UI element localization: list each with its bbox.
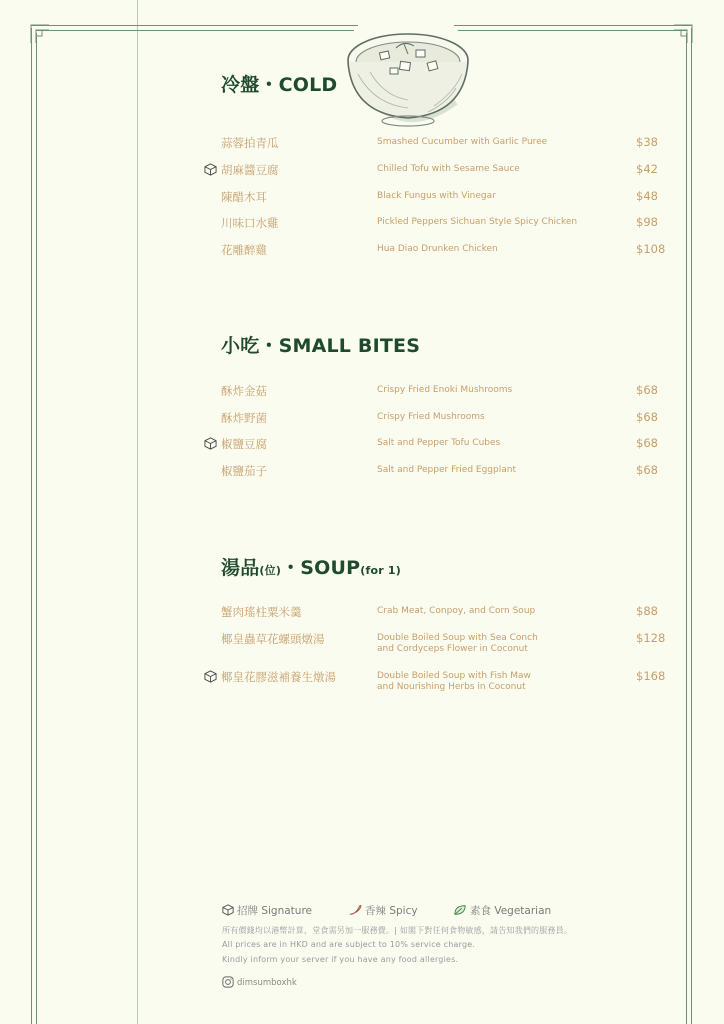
section-title-separator: ・: [281, 557, 301, 579]
menu-item: [0, 463, 724, 493]
menu-item: [0, 436, 724, 466]
item-name-zh: 椰皇蟲草花螺頭燉湯: [221, 632, 325, 646]
menu-item: [0, 383, 724, 413]
section-title-en: SOUP: [300, 557, 361, 579]
item-name-en: Crispy Fried Enoki Mushrooms: [377, 385, 513, 395]
item-name-zh: 蟹肉瑤柱粟米羹: [221, 605, 302, 619]
section-title-small-bites: [221, 331, 420, 358]
section-title-zh-portion: (位): [259, 564, 282, 577]
item-name-zh: 酥炸金菇: [221, 384, 267, 398]
item-name-en: Chilled Tofu with Sesame Sauce: [377, 164, 520, 174]
legend-vegetarian: [453, 903, 551, 918]
corner-ornament-top-right: [673, 24, 693, 44]
item-name-en: Salt and Pepper Tofu Cubes: [377, 438, 501, 448]
cube-icon: [222, 904, 234, 916]
note-allergies: Kindly inform your server if you have any food allergies.: [222, 955, 459, 964]
note-service-charge: All prices are in HKD and are subject to 10% service charge.: [222, 940, 476, 949]
section-title-soup: [221, 553, 401, 580]
note-zh: 所有價錢均以港幣計算，堂食需另加一服務費。| 如閣下對任何食物敏感，請告知我們的服務員。: [222, 926, 573, 935]
instagram-icon: [222, 976, 234, 988]
item-name-en: Double Boiled Soup with Fish Maw: [377, 671, 531, 681]
item-name-en: Hua Diao Drunken Chicken: [377, 244, 498, 254]
cube-icon: [204, 670, 217, 683]
item-price: $38: [636, 135, 658, 149]
item-name-en-line2: and Cordyceps Flower in Coconut: [377, 644, 528, 654]
item-name-zh: 陳醋木耳: [221, 190, 267, 204]
menu-item: [0, 162, 724, 192]
item-name-en: Double Boiled Soup with Sea Conch: [377, 633, 538, 643]
item-name-en: Salt and Pepper Fried Eggplant: [377, 465, 516, 475]
item-name-zh: 椒鹽豆腐: [221, 437, 267, 451]
chili-icon: [348, 904, 362, 916]
menu-item: [0, 135, 724, 165]
section-title-zh: 小吃: [221, 335, 260, 357]
legend-signature: [222, 903, 312, 918]
instagram-handle: [222, 976, 297, 988]
legend-spicy: [348, 903, 418, 918]
section-title-en-portion: (for 1): [360, 564, 401, 577]
menu-item: [0, 669, 724, 699]
item-name-en-line2: and Nourishing Herbs in Coconut: [377, 682, 526, 692]
frame-top-right-outer: [454, 25, 692, 26]
soup-bowl-illustration: [344, 22, 474, 130]
item-name-en: Crispy Fried Mushrooms: [377, 412, 485, 422]
section-title-separator: ・: [259, 74, 279, 96]
item-name-en: Smashed Cucumber with Garlic Puree: [377, 137, 548, 147]
legend-signature-label: 招牌 Signature: [237, 905, 312, 917]
section-title-separator: ・: [259, 335, 279, 357]
item-name-zh: 胡麻醬豆腐: [221, 163, 279, 177]
item-name-zh: 川味口水雞: [221, 216, 279, 230]
item-price: $88: [636, 604, 658, 618]
item-name-en: Black Fungus with Vinegar: [377, 191, 496, 201]
item-price: $108: [636, 242, 666, 256]
item-name-en: Crab Meat, Conpoy, and Corn Soup: [377, 606, 536, 616]
item-name-zh: 花雕醉雞: [221, 243, 267, 257]
section-title-zh: 冷盤: [221, 74, 260, 96]
item-price: $98: [636, 215, 658, 229]
frame-top-right-inner: [458, 30, 687, 31]
item-name-zh: 椒鹽茄子: [221, 464, 267, 478]
corner-ornament-top-left: [30, 24, 50, 44]
item-price: $42: [636, 162, 658, 176]
frame-top-left-outer: [31, 25, 358, 26]
section-title-en: COLD: [278, 74, 338, 96]
item-name-en: Pickled Peppers Sichuan Style Spicy Chicken: [377, 217, 578, 227]
item-price: $128: [636, 631, 666, 645]
menu-item: [0, 242, 724, 272]
section-title-cold: [221, 70, 337, 97]
item-price: $168: [636, 669, 666, 683]
legend: [222, 903, 642, 919]
frame-top-left-inner: [36, 30, 354, 31]
menu-item: [0, 215, 724, 245]
section-title-en: SMALL BITES: [278, 335, 421, 357]
leaf-icon: [453, 904, 467, 916]
cube-icon: [204, 437, 217, 450]
item-name-zh: 蒜蓉拍青瓜: [221, 136, 279, 150]
section-title-zh: 湯品: [221, 557, 260, 579]
item-name-zh: 椰皇花膠滋補養生燉湯: [221, 670, 336, 684]
item-price: $68: [636, 410, 658, 424]
legend-spicy-label: 香辣 Spicy: [365, 905, 418, 917]
instagram-handle-text: dimsumboxhk: [237, 978, 297, 988]
item-price: $68: [636, 463, 658, 477]
menu-item: [0, 631, 724, 661]
cube-icon: [204, 163, 217, 176]
item-name-zh: 酥炸野菌: [221, 411, 267, 425]
item-price: $68: [636, 383, 658, 397]
menu-item: [0, 604, 724, 634]
item-price: $48: [636, 189, 658, 203]
item-price: $68: [636, 436, 658, 450]
legend-vegetarian-label: 素食 Vegetarian: [470, 905, 552, 917]
